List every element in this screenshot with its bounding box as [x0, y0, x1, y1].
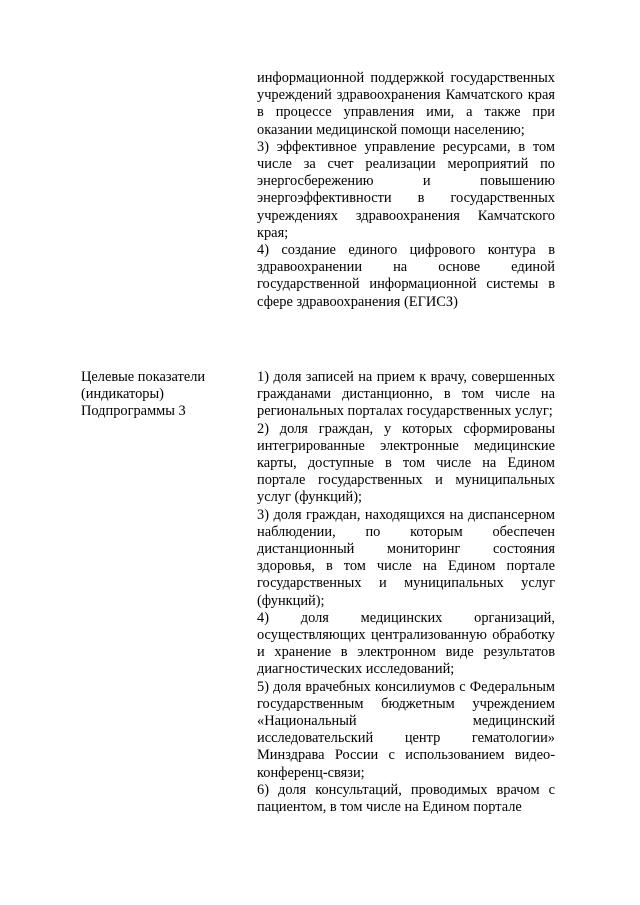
- indicators-text: [257, 369, 555, 816]
- goal-paragraph: информационной поддержкой государственных учреждений здравоохранения Камчатского края в процессе управления ими, а также при оказании медицинской помощи населению;: [257, 70, 555, 138]
- indicator-item: 3) доля граждан, находящихся на диспансерном наблюдении, по которым обеспечен дистанционный мониторинг состояния здоровья, в том числе на Едином портале государственных и муниципальных услуг (функций);: [257, 506, 555, 609]
- indicators-label-line: Подпрограммы 3: [81, 403, 186, 420]
- indicator-item: 2) доля граждан, у которых сформированы интегрированные электронные медицинские карты, доступные в том числе на Едином портале государственных и муниципальных услуг (функций);: [257, 420, 555, 506]
- goal-paragraph: 3) эффективное управление ресурсами, в том числе за счет реализации мероприятий по энергосбережению и повышению энергоэффективности в государственных учреждениях здравоохранения Камчатского края;: [257, 138, 555, 241]
- goal-paragraph: 4) создание единого цифрового контура в здравоохранении на основе единой государственной информационной системы в сфере здравоохранения (ЕГИСЗ): [257, 242, 555, 310]
- indicator-item: 1) доля записей на прием к врачу, совершенных гражданами дистанционно, в том числе на региональных порталах государственных услуг;: [257, 369, 555, 420]
- indicators-label: [81, 369, 241, 421]
- indicators-label-line: (индикаторы): [81, 386, 164, 403]
- indicator-item: 5) доля врачебных консилиумов с Федеральным государственным бюджетным учреждением «Национальный медицинский исследовательский центр гематологии» Минздрава России с использованием видео-конференц-связи;: [257, 678, 555, 781]
- indicator-item: 4) доля медицинских организаций, осуществляющих централизованную обработку и хранение в электронном виде результатов диагностических исследований;: [257, 609, 555, 678]
- goals-continuation-text: [257, 70, 555, 311]
- indicators-label-line: Целевые показатели: [81, 369, 206, 385]
- indicator-item: 6) доля консультаций, проводимых врачом с пациентом, в том числе на Едином портале: [257, 781, 555, 816]
